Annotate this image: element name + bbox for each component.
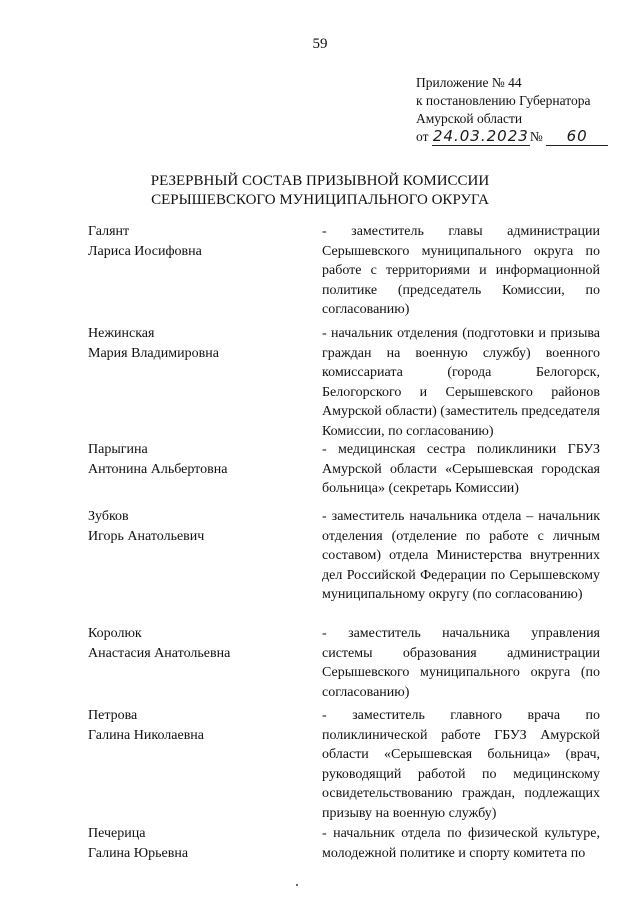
member-surname: Печерица <box>88 826 146 841</box>
member-name <box>88 440 227 479</box>
title-line-1: РЕЗЕРВНЫЙ СОСТАВ ПРИЗЫВНОЙ КОМИССИИ <box>150 173 490 189</box>
member-given-name: Лариса Иосифовна <box>88 243 202 259</box>
member-surname: Королюк <box>88 626 142 641</box>
member-given-name: Игорь Анатольевич <box>88 528 205 544</box>
document-title <box>0 172 640 210</box>
number-field <box>546 128 608 146</box>
date-field <box>432 128 530 146</box>
member-role: - заместитель главного врача по поликлинической работе ГБУЗ Амурской области «Серышевская больница» (врач, руководящий работой по медицинскому освидетельствованию граждан, подлежащих призыву на военную службу) <box>322 708 600 821</box>
member-surname: Галянт <box>88 224 130 239</box>
title-line-2: СЕРЫШЕВСКОГО МУНИЦИПАЛЬНОГО ОКРУГА <box>151 192 489 208</box>
member-name <box>88 324 219 363</box>
member-name <box>88 222 202 261</box>
member-given-name: Мария Владимировна <box>88 345 219 361</box>
member-given-name: Антонина Альбертовна <box>88 461 228 477</box>
member-role: - заместитель начальника управления системы образования администрации Серышевского муниципального округа (по согласованию) <box>322 626 600 700</box>
member-name <box>88 824 188 863</box>
annex-line-3: Амурской области <box>416 111 523 126</box>
handwritten-number: 60 <box>566 127 588 145</box>
number-prefix: № <box>529 129 543 144</box>
member-surname: Зубков <box>88 509 129 524</box>
member-role: - начальник отделения (подготовки и призыва граждан на военную службу) военного комиссариата (города Белогорск, Белогорского и Серышевского районов Амурской области) (заместитель председателя Комиссии, по согласованию) <box>322 326 600 439</box>
handwritten-date: 24.03.2023 <box>432 127 529 145</box>
member-role: - медицинская сестра поликлиники ГБУЗ Амурской области «Серышевская городская больница» (секретарь Комиссии) <box>322 442 600 497</box>
annex-block <box>416 74 608 146</box>
member-name <box>88 624 230 663</box>
annex-date-line <box>416 128 608 146</box>
annex-line-1: Приложение № 44 <box>416 75 522 90</box>
member-role: - заместитель главы администрации Серышевского муниципального округа по работе с территориями и информационной политике (председатель Комиссии, по согласованию) <box>322 224 600 318</box>
member-surname: Петрова <box>88 708 138 723</box>
date-prefix: от <box>416 129 429 144</box>
member-given-name: Галина Юрьевна <box>88 845 189 861</box>
page-number: 59 <box>312 36 328 52</box>
scan-speck <box>296 884 298 886</box>
member-role: - заместитель начальника отдела – начальник отделения (отделение по работе с личным составом) отдела Министерства внутренних дел Российской Федерации по Серышевскому муниципальному округу (по согласованию) <box>322 509 600 603</box>
annex-line-2: к постановлению Губернатора <box>416 93 591 108</box>
member-name <box>88 507 204 546</box>
member-role: - начальник отдела по физической культуре, молодежной политике и спорту комитета по <box>322 826 600 861</box>
member-name <box>88 706 204 745</box>
member-given-name: Галина Николаевна <box>88 727 205 743</box>
member-surname: Парыгина <box>88 442 148 457</box>
member-surname: Нежинская <box>88 326 155 341</box>
member-given-name: Анастасия Анатольевна <box>88 645 231 661</box>
